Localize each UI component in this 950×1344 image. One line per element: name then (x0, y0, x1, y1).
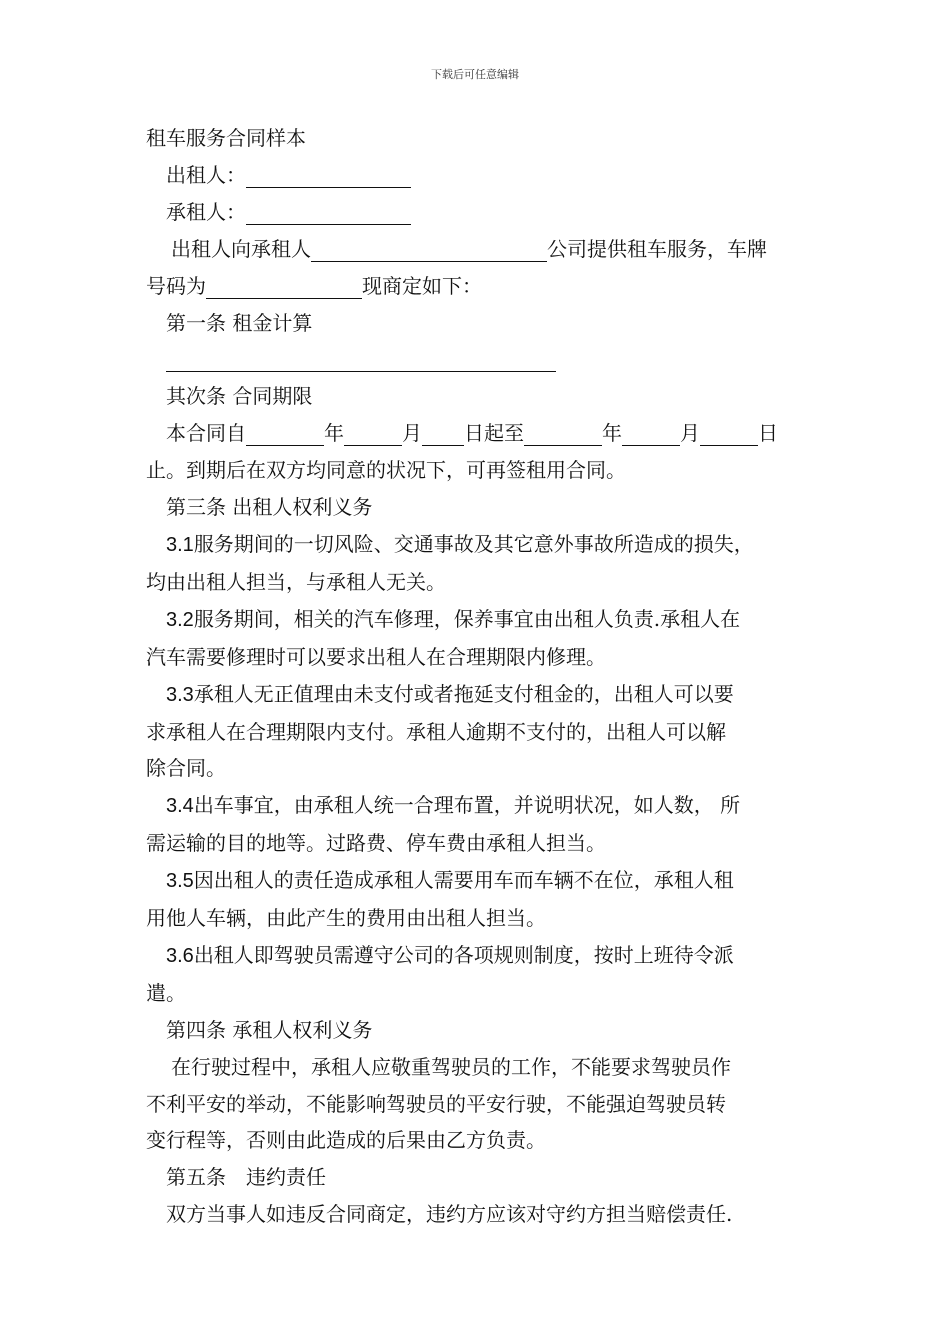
article-4-line-2: 不利平安的举动，不能影响驾驶员的平安行驶，不能强迫驾驶员转 (146, 1091, 726, 1116)
clause-number: 3.3 (166, 683, 194, 706)
lessee-label: 承租人： (166, 199, 246, 224)
term-month-label-2: 月 (680, 421, 700, 446)
term-day-label: 日 (758, 421, 778, 446)
term-text-a: 本合同自 (166, 421, 246, 446)
clause-3-3-line-3: 除合同。 (146, 756, 226, 781)
intro-text-b: 公司提供租车服务，车牌 (547, 236, 767, 261)
clause-number: 3.5 (166, 870, 194, 893)
clause-3-4-line-2: 需运输的目的地等。过路费、停车费由承租人担当。 (146, 831, 606, 856)
clause-3-1-line-2: 均由出租人担当，与承租人无关。 (146, 569, 446, 594)
clause-text: 因出租人的责任造成承租人需要用车而车辆不在位，承租人租 (193, 868, 734, 893)
clause-3-5-line-2: 用他人车辆，由此产生的费用由出租人担当。 (146, 906, 546, 931)
article-1-title: 第一条 租金计算 (166, 310, 313, 335)
term-year-label-2: 年 (602, 421, 622, 446)
end-month-blank[interactable] (622, 419, 680, 446)
clause-3-1-line-1 (146, 526, 816, 564)
clause-text: 出车事宜，由承租人统一合理布置，并说明状况，如人数， 所 (193, 793, 741, 818)
term-line-2: 止。到期后在双方均同意的状况下，可再签租用合同。 (146, 458, 626, 483)
term-from-label: 日起至 (464, 421, 524, 446)
clause-text: 服务期间的一切风险、交通事故及其它意外事故所造成的损失， (193, 531, 754, 556)
intro-line-1 (146, 231, 816, 268)
clause-3-4-line-1 (146, 787, 816, 825)
start-day-blank[interactable] (422, 419, 464, 446)
start-year-blank[interactable] (246, 419, 324, 446)
contract-document (146, 120, 816, 1233)
intro-text-c: 号码为 (146, 273, 206, 298)
clause-text: 服务期间，相关的汽车修理，保养事宜由出租人负责.承租人在 (193, 606, 741, 631)
lessor-line (146, 157, 816, 194)
article-2-title: 其次条 合同期限 (166, 384, 313, 409)
rent-calculation-blank[interactable] (166, 345, 556, 372)
clause-text: 承租人无正值理由未支付或者拖延支付租金的，出租人可以要 (193, 681, 734, 706)
clause-3-6-line-1 (146, 937, 816, 975)
intro-text-a: 出租人向承租人 (171, 236, 311, 261)
end-day-blank[interactable] (700, 419, 758, 446)
start-month-blank[interactable] (344, 419, 402, 446)
clause-3-2-line-2: 汽车需要修理时可以要求出租人在合理期限内修理。 (146, 644, 606, 669)
company-blank[interactable] (311, 235, 547, 262)
lessee-line (146, 194, 816, 231)
clause-number: 3.1 (166, 533, 194, 556)
article-5-title: 第五条 违约责任 (166, 1165, 326, 1190)
clause-text: 出租人即驾驶员需遵守公司的各项规则制度，按时上班待令派 (193, 942, 734, 967)
term-year-label: 年 (324, 421, 344, 446)
lessee-blank[interactable] (246, 198, 411, 225)
intro-text-d: 现商定如下： (362, 273, 482, 298)
clause-3-5-line-1 (146, 862, 816, 900)
clause-3-3-line-2: 求承租人在合理期限内支付。承租人逾期不支付的，出租人可以解 (146, 719, 726, 744)
end-year-blank[interactable] (524, 419, 602, 446)
clause-3-3-line-1 (146, 676, 816, 714)
article-4-line-3: 变行程等，否则由此造成的后果由乙方负责。 (146, 1128, 546, 1153)
article-3-title: 第三条 出租人权利义务 (166, 495, 373, 520)
clause-number: 3.2 (166, 608, 194, 631)
lessor-label: 出租人： (166, 162, 246, 187)
intro-line-2 (146, 268, 816, 305)
plate-number-blank[interactable] (206, 272, 362, 299)
lessor-blank[interactable] (246, 161, 411, 188)
clause-number: 3.4 (166, 795, 194, 818)
article-4-title: 第四条 承租人权利义务 (166, 1017, 373, 1042)
term-month-label: 月 (402, 421, 422, 446)
clause-3-6-line-2: 遣。 (146, 980, 186, 1005)
rent-calculation-line (146, 341, 816, 378)
page-header-note: 下载后可任意编辑 (431, 68, 519, 81)
clause-number: 3.6 (166, 944, 194, 967)
clause-3-2-line-1 (146, 601, 816, 639)
article-4-line-1: 在行驶过程中，承租人应敬重驾驶员的工作，不能要求驾驶员作 (171, 1054, 731, 1079)
article-5-line-1: 双方当事人如违反合同商定，违约方应该对守约方担当赔偿责任. (166, 1202, 733, 1227)
document-title: 租车服务合同样本 (146, 126, 306, 150)
term-line-1 (146, 415, 816, 452)
